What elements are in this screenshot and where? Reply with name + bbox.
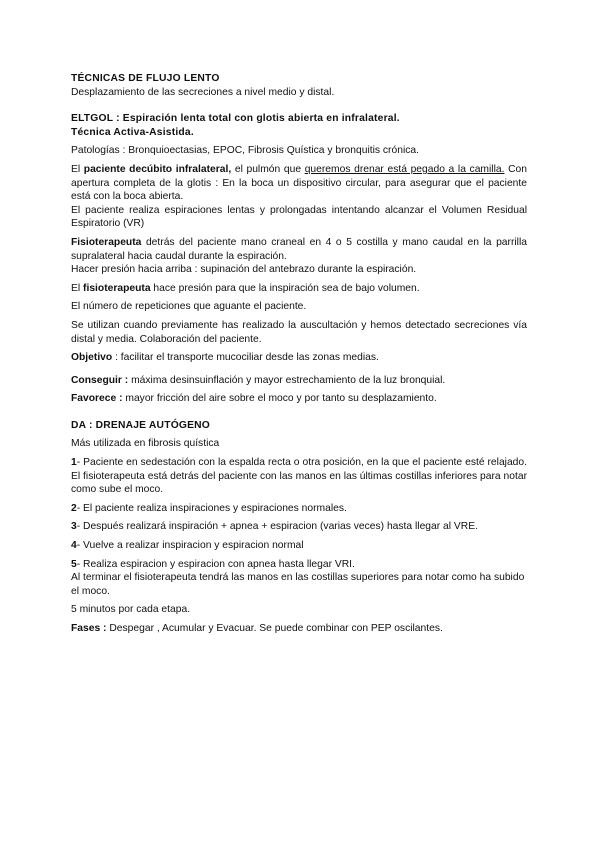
text-run: El [71,282,84,294]
bold-run: fisioterapeuta [83,282,151,294]
step-item [71,539,527,553]
bold-run: Conseguir : [71,374,129,386]
bold-run: Objetivo [71,352,113,364]
step-item [71,502,527,516]
bold-run: Fisioterapeuta [71,236,142,248]
step-text: - El paciente realiza inspiraciones y espiraciones normales. [76,502,347,514]
text-run: detrás del paciente mano craneal en 4 o 5 costilla y mano caudal en la parrilla supralateral hacia caudal durante la espiración. [71,236,527,262]
bold-run: paciente decúbito infralateral, [83,163,232,175]
step-number: 4 [71,540,77,552]
step-text: - Después realizará inspiración + apnea + espiracion (varias veces) hasta llegar al VRE. [76,521,478,533]
eltgol-subheading: Técnica Activa-Asistida. [71,126,194,138]
pathologies-paragraph: Patologías : Bronquioectasias, EPOC, Fibrosis Quística y bronquitis crónica. [71,145,419,157]
step-item [71,558,527,572]
position-paragraph [71,163,527,204]
achieve-paragraph [71,374,527,388]
step-number: 5 [71,558,77,570]
pressure-paragraph: Hacer presión hacia arriba : supinación del antebrazo durante la espiración. [71,264,417,276]
text-run: el pulmón que [231,163,305,175]
step-text: - Vuelve a realizar inspiracion y espiracion normal [76,540,304,552]
da-heading: DA : DRENAJE AUTÓGENO [71,419,211,431]
step-item [71,520,527,534]
text-run: hace presión para que la inspiración sea de bajo volumen. [150,282,420,294]
section-intro: Desplazamiento de las secreciones a nivel medio y distal. [71,86,335,98]
section-title: TÉCNICAS DE FLUJO LENTO [71,73,220,84]
text-run: mayor fricción del aire sobre el moco y por tanto su desplazamiento. [122,393,437,405]
bold-run: Fases : [71,623,107,634]
time-paragraph: 5 minutos por cada etapa. [71,604,191,616]
text-run: El [71,163,84,175]
inspiration-paragraph [71,282,527,296]
therapist-paragraph [71,236,527,263]
step-number: 2 [71,502,77,514]
bold-run: Favorece : [71,393,123,405]
text-run: Despegar , Acumular y Evacuar. Se puede combinar con PEP oscilantes. [106,623,443,634]
step-item [71,456,527,497]
step-text: - Paciente en sedestación con la espalda recta o otra posición, en la que el paciente esté relajado. El fisioterapeuta está detrás del paciente con las manos en las últimas costillas inferiores para notar como sube el moco. [71,457,527,496]
document-page [71,72,527,636]
objective-paragraph [71,351,527,365]
da-intro: Más utilizada en fibrosis quística [71,438,220,450]
underlined-run: queremos drenar está pegado a la camilla. [304,163,505,175]
repetitions-paragraph: El número de repeticiones que aguante el paciente. [71,301,307,313]
step-number: 3 [71,521,77,533]
text-run: Con apertura completa de la glotis : En la boca un dispositivo circular, para asegurar que el paciente está con la boca abierta. [71,163,527,203]
eltgol-heading: ELTGOL : Espiración lenta total con glotis abierta en infralateral. [71,113,400,125]
phases-paragraph [71,622,527,636]
step-number: 1 [71,457,77,469]
text-run: máxima desinsuinflación y mayor estrechamiento de la luz bronquial. [128,374,446,386]
text-run: : facilitar el transporte mucociliar desde las zonas medias. [112,352,379,364]
closing-paragraph: Al terminar el fisioterapeuta tendrá las manos en las costillas superiores para notar como ha subido el moco. [71,572,525,597]
usage-paragraph: Se utilizan cuando previamente has realizado la auscultación y hemos detectado secreciones vía distal y media. Colaboración del paciente. [71,319,527,345]
favors-paragraph [71,392,527,406]
step-text: - Realiza espiracion y espiracion con apnea hasta llegar VRI. [76,558,355,570]
expiration-paragraph: El paciente realiza espiraciones lentas y prolongadas intentando alcanzar el Volumen Residual Espiratorio (VR) [71,204,527,230]
